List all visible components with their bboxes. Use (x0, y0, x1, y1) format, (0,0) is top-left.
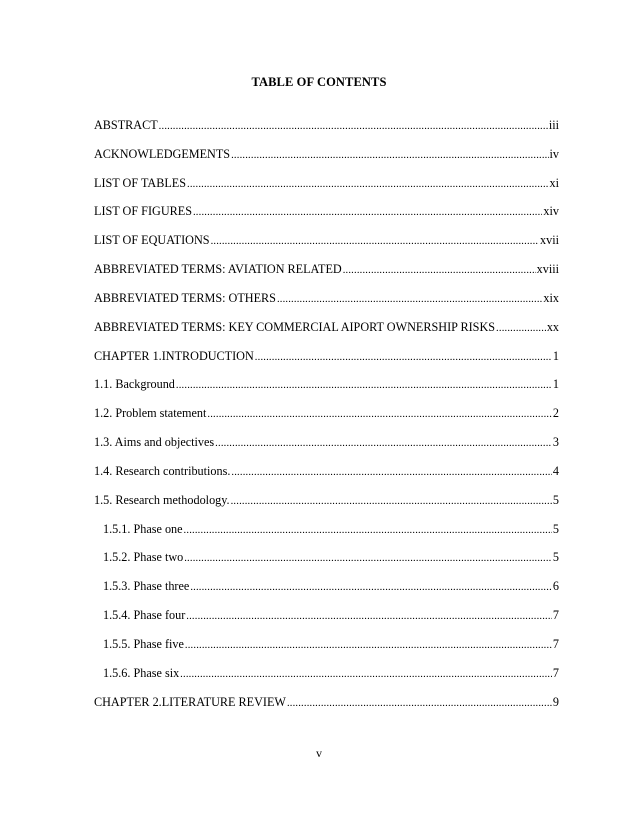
toc-entry-page-number: iv (549, 146, 559, 161)
toc-entry (94, 318, 559, 347)
toc-entry (94, 231, 559, 260)
toc-entry-title: ABSTRACT (94, 118, 158, 132)
dot-leader (231, 464, 552, 482)
toc-entry (94, 433, 559, 462)
toc-entry-page-number: 2 (552, 406, 559, 421)
toc-entry-page-number: 7 (552, 665, 559, 680)
toc-entry (94, 260, 559, 289)
toc-entry-page-number: 4 (552, 463, 559, 478)
toc-entry-page-number: xi (549, 175, 559, 190)
dot-leader (255, 349, 552, 367)
toc-entry-page-number: xvii (540, 233, 559, 248)
dot-leader (231, 493, 552, 511)
toc-entry-title: 1.5.1. Phase one (103, 521, 183, 536)
toc-entry (94, 606, 559, 635)
toc-entry-title: 1.2. Problem statement (94, 406, 207, 421)
toc-entry-title: 1.5. Research methodology. (94, 492, 230, 507)
toc-entry (94, 635, 559, 664)
toc-entry-title: CHAPTER 1.INTRODUCTION (94, 348, 254, 363)
toc-entry-title: ABBREVIATED TERMS: AVIATION RELATED (94, 262, 342, 277)
dot-leader (180, 666, 552, 684)
toc-entry (94, 577, 559, 606)
toc-entry (94, 462, 559, 491)
dot-leader (211, 233, 539, 251)
toc-entry (94, 664, 559, 693)
toc-entry-title: ACKNOWLEDGEMENTS (94, 146, 231, 161)
page-number: v (316, 746, 322, 760)
toc-entry-page-number: 5 (552, 521, 559, 536)
toc-entry-page-number: xix (543, 290, 559, 305)
toc-entry (94, 289, 559, 318)
toc-entry-title: LIST OF FIGURES (94, 204, 192, 219)
toc-entry-page-number: 5 (552, 492, 559, 507)
toc-entry-page-number: iii (548, 118, 559, 132)
toc-entry-title: 1.3. Aims and objectives (94, 435, 215, 450)
toc-entry (94, 174, 559, 203)
dot-leader (215, 435, 552, 453)
toc-entry-page-number: 1 (552, 377, 559, 392)
dot-leader (159, 118, 548, 136)
toc-entry-page-number: 3 (552, 435, 559, 450)
toc-entry (94, 375, 559, 404)
toc-entry (94, 491, 559, 520)
dot-leader (176, 377, 552, 395)
toc-entry-title: 1.5.6. Phase six (103, 665, 180, 680)
dot-leader (287, 695, 552, 713)
toc-entry-page-number: 7 (552, 636, 559, 651)
dot-leader (496, 320, 546, 338)
toc-entry (94, 347, 559, 376)
toc-entry-title: ABBREVIATED TERMS: OTHERS (94, 290, 276, 305)
toc-entry-title: CHAPTER 2.LITERATURE REVIEW (94, 694, 286, 709)
toc-entry-page-number: 6 (552, 579, 559, 594)
table-of-contents-list (94, 116, 559, 721)
toc-entry (94, 404, 559, 433)
toc-entry-page-number: xiv (543, 204, 559, 219)
toc-entry-title: 1.5.3. Phase three (103, 579, 190, 594)
toc-entry-title: ABBREVIATED TERMS: KEY COMMERCIAL AIPORT OWNERSHIP RISKS (94, 319, 496, 334)
dot-leader (190, 579, 552, 597)
toc-entry-page-number: 9 (552, 694, 559, 709)
page-title: TABLE OF CONTENTS (251, 75, 387, 89)
toc-entry-page-number: 7 (552, 608, 559, 623)
dot-leader (185, 637, 552, 655)
toc-entry-title: LIST OF TABLES (94, 175, 187, 190)
dot-leader (184, 522, 552, 540)
dot-leader (184, 550, 552, 568)
dot-leader (343, 262, 536, 280)
toc-entry (94, 693, 559, 722)
toc-entry-page-number: 5 (552, 550, 559, 565)
dot-leader (187, 176, 548, 194)
toc-entry-title: LIST OF EQUATIONS (94, 233, 210, 248)
dot-leader (231, 147, 548, 165)
toc-entry (94, 520, 559, 549)
toc-entry (94, 202, 559, 231)
toc-entry (94, 145, 559, 174)
toc-entry-page-number: 1 (552, 348, 559, 363)
toc-entry-page-number: xviii (536, 262, 559, 277)
toc-entry-title: 1.5.5. Phase five (103, 636, 184, 651)
toc-entry-title: 1.5.2. Phase two (103, 550, 184, 565)
toc-entry (94, 548, 559, 577)
toc-entry-title: 1.1. Background (94, 377, 175, 392)
toc-entry-page-number: xx (546, 319, 559, 334)
dot-leader (277, 291, 542, 309)
toc-entry-title: 1.5.4. Phase four (103, 608, 186, 623)
toc-entry (94, 116, 559, 145)
dot-leader (193, 204, 542, 222)
dot-leader (207, 406, 552, 424)
toc-entry-title: 1.4. Research contributions. (94, 463, 231, 478)
dot-leader (186, 608, 552, 626)
